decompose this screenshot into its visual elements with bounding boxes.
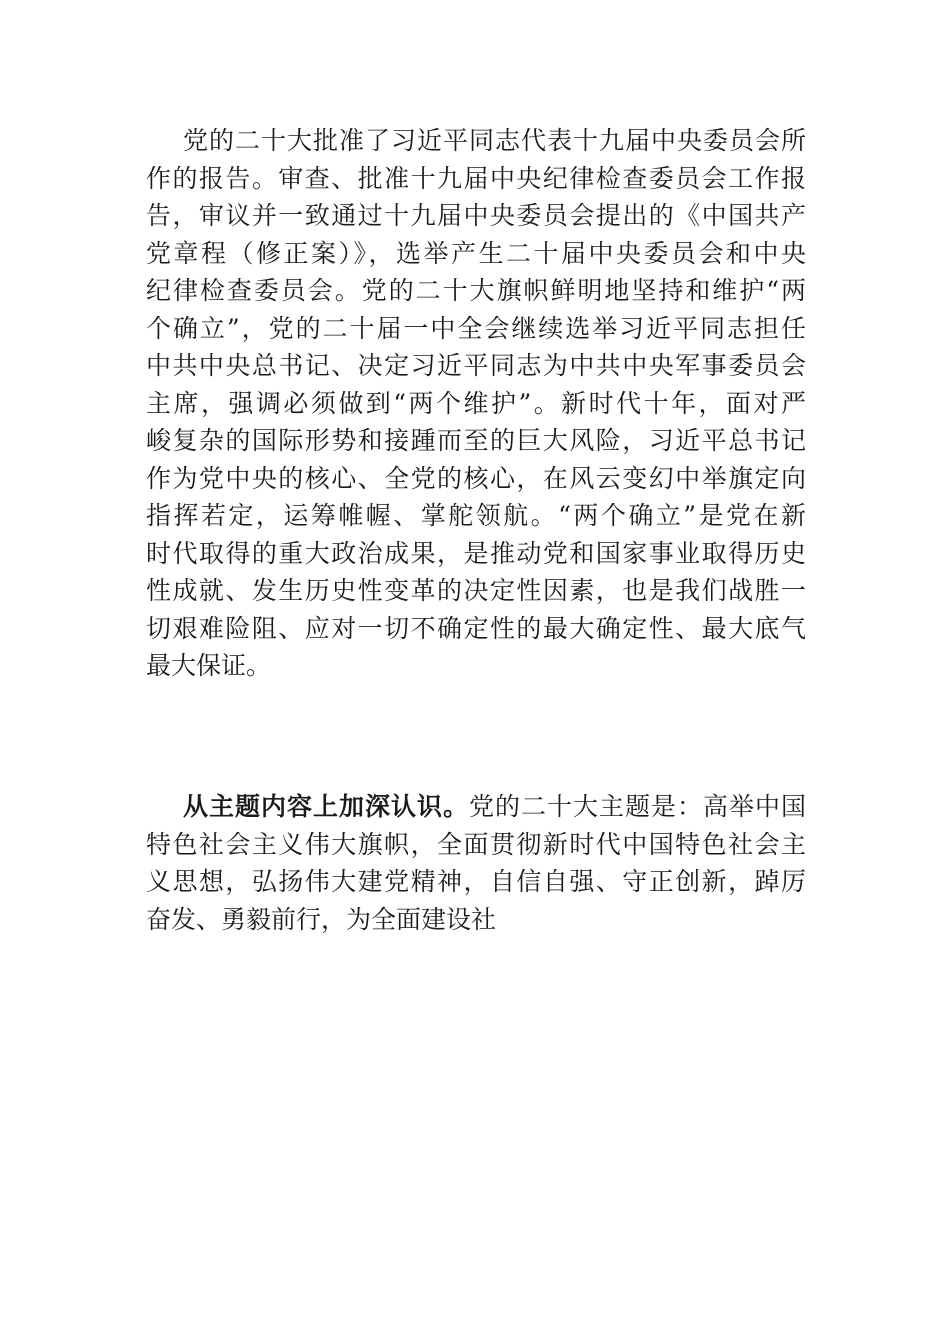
paragraph-1-line: 作为党中央的核心、全党的核心，在风云变幻中举旗定向 bbox=[146, 463, 806, 493]
paragraph-1-line: 作的报告。审查、批准十九届中央纪律检查委员会工作报 bbox=[146, 163, 806, 193]
paragraph-1-line: 党章程（修正案）》，选举产生二十届中央委员会和中央 bbox=[146, 238, 806, 268]
paragraph-1-line: 切艰难险阻、应对一切不确定性的最大确定性、最大底气 bbox=[146, 613, 806, 643]
paragraph-1-line: 性成就、发生历史性变革的决定性因素，也是我们战胜一 bbox=[146, 576, 806, 605]
paragraph-1-line: 时代取得的重大政治成果，是推动党和国家事业取得历史 bbox=[146, 538, 806, 568]
paragraph-1-line: 峻复杂的国际形势和接踵而至的巨大风险，习近平总书记 bbox=[146, 426, 806, 455]
paragraph-2-line: 奋发、勇毅前行，为全面建设社 bbox=[146, 904, 497, 934]
paragraph-2-first-line-text: 党的二十大主题是：高举中国 bbox=[469, 792, 806, 821]
paragraph-1-line: 指挥若定，运筹帷幄、掌舵领航。“两个确立”是党在新 bbox=[146, 501, 806, 530]
paragraph-2-line: 义思想，弘扬伟大建党精神，自信自强、守正创新，踔厉 bbox=[146, 867, 806, 896]
paragraph-1-line: 主席，强调必须做到“两个维护”。新时代十年，面对严 bbox=[146, 388, 806, 418]
paragraph-1-line: 中共中央总书记、决定习近平同志为中共中央军事委员会 bbox=[146, 351, 806, 380]
paragraph-2-line: 特色社会主义伟大旗帜，全面贯彻新时代中国特色社会主 bbox=[146, 829, 806, 859]
paragraph-2 bbox=[146, 788, 806, 938]
paragraph-2-first-line bbox=[146, 788, 806, 826]
paragraph-1-line: 最大保证。 bbox=[146, 651, 272, 680]
paragraph-1-line: 告，审议并一致通过十九届中央委员会提出的《中国共产 bbox=[146, 201, 806, 230]
paragraph-1-line: 党的二十大批准了习近平同志代表十九届中央委员会所 bbox=[183, 126, 806, 155]
paragraph-2-heading: 从主题内容上加深认识。 bbox=[183, 792, 469, 821]
paragraph-1-line: 纪律检查委员会。党的二十大旗帜鲜明地坚持和维护“两 bbox=[146, 276, 806, 305]
paragraph-1-line: 个确立”，党的二十届一中全会继续选举习近平同志担任 bbox=[146, 313, 806, 343]
paragraph-1 bbox=[146, 122, 806, 685]
